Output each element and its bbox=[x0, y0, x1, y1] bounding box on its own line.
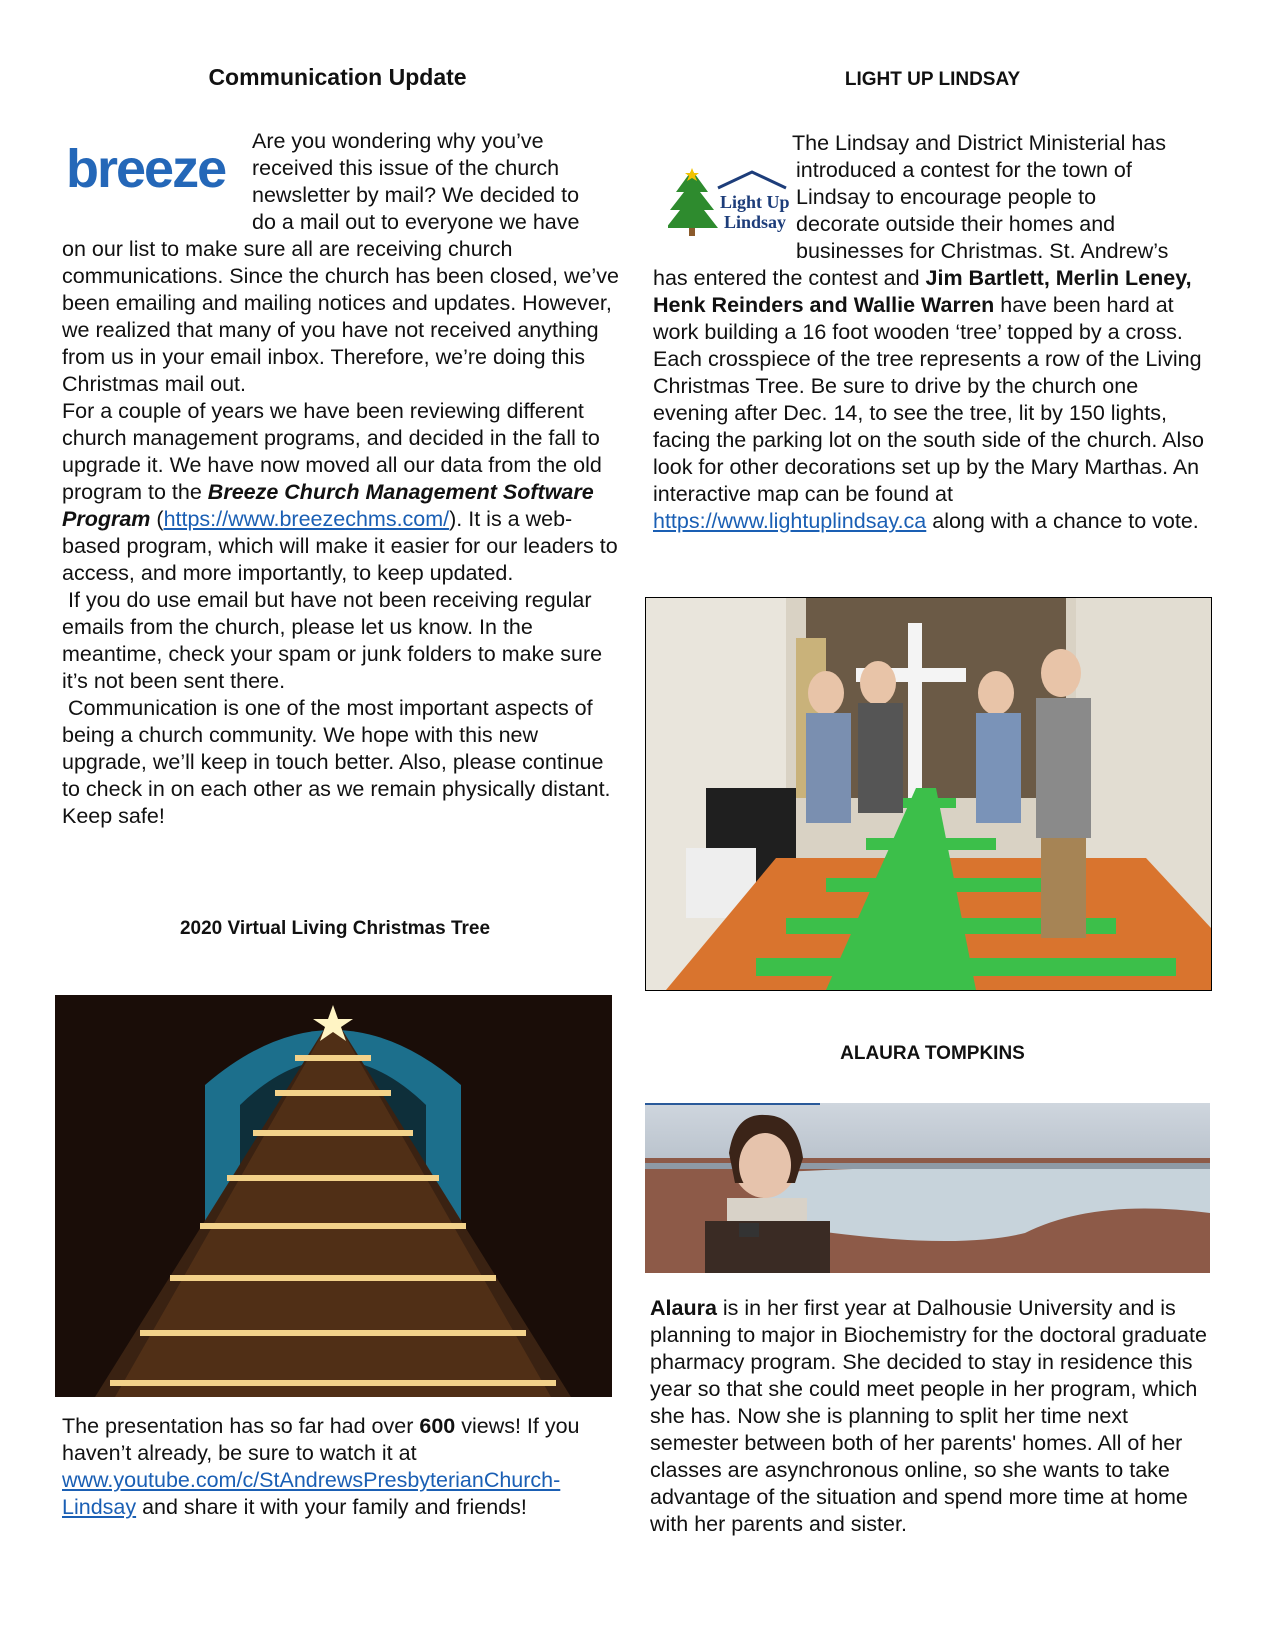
light-up-title: LIGHT UP LINDSAY bbox=[844, 69, 1021, 90]
virtual-tree-paragraph: The presentation has so far had over 600 views! If you haven’t already, be sure to watch it at www.youtube.com/c/StAndrewsPresbyterianChurch-Lindsay and share it with your family and friends! bbox=[62, 1414, 580, 1519]
wooden-tree-photo bbox=[645, 597, 1212, 991]
views-count: 600 bbox=[419, 1414, 456, 1438]
communication-paragraph-2: For a couple of years we have been reviewing different church management programs, and decided in the fall to upgrade it. We have now moved all our data from the old program to the Breeze Church Management Software Program (https://www.breezechms.com/). It is a web-based program, which will make it easier for our leaders to access, and more importantly, to keep updated. bbox=[62, 399, 618, 585]
tree-icon bbox=[668, 170, 718, 228]
intro-line: decorate outside their homes and bbox=[796, 212, 1116, 236]
communication-title: Communication Update bbox=[208, 64, 467, 90]
breeze-program-name: Breeze Church Management Software Program bbox=[62, 480, 594, 531]
virtual-tree-body bbox=[62, 1413, 602, 1521]
intro-line: introduced a contest for the town of bbox=[796, 158, 1132, 182]
volunteer-names: Jim Bartlett, Merlin Leney, Henk Reinders and Wallie Warren bbox=[653, 266, 1192, 317]
intro-line: Are you wondering why you’ve bbox=[252, 129, 544, 153]
communication-body bbox=[62, 236, 622, 830]
intro-line: businesses for Christmas. St. Andrew’s bbox=[796, 239, 1169, 263]
breeze-logo-text: breeze bbox=[66, 143, 226, 199]
communication-paragraph-3: If you do use email but have not been receiving regular emails from the church, please let us know. In the meantime, check your spam or junk folders to make sure it’s not been sent there. bbox=[62, 588, 603, 693]
alaura-photo bbox=[645, 1103, 1210, 1273]
virtual-tree-title: 2020 Virtual Living Christmas Tree bbox=[179, 918, 491, 939]
communication-paragraph-1: on our list to make sure all are receiving church communications. Since the church has been closed, we’ve been emailing and mailing notices and updates. However, we realized that many of you have not received anything from us in your email inbox. Therefore, we’re doing this Christmas mail out. bbox=[62, 237, 619, 396]
light-up-body bbox=[653, 265, 1213, 535]
light-up-link[interactable]: https://www.lightuplindsay.ca bbox=[653, 509, 927, 533]
light-up-intro bbox=[792, 130, 1216, 265]
trunk-shape bbox=[689, 228, 695, 236]
living-tree-photo bbox=[55, 995, 612, 1397]
breeze-link[interactable]: https://www.breezechms.com/ bbox=[163, 507, 450, 531]
intro-line: received this issue of the church bbox=[252, 156, 560, 180]
light-up-logo-line2: Lindsay bbox=[724, 212, 787, 232]
light-up-paragraph: has entered the contest and Jim Bartlett, Merlin Leney, Henk Reinders and Wallie Warren have been hard at work building a 16 foot wooden ‘tree’ topped by a cross. Each crosspiece of the tree represents a row of the Living Christmas Tree. Be sure to drive by the church one evening after Dec. 14, to see the tree, lit by 150 lights, facing the parking lot on the south side of the church. Also look for other decorations set up by the Mary Marthas. An interactive map can be found at https://www.lightuplindsay.ca along with a chance to vote. bbox=[653, 266, 1204, 533]
light-up-logo-line1: Light Up bbox=[720, 192, 790, 212]
breeze-logo bbox=[66, 143, 226, 203]
alaura-paragraph: Alaura is in her first year at Dalhousie University and is planning to major in Biochemistry for the doctoral graduate pharmacy program. She decided to stay in residence this year so that she could meet people in her program, which she has. Now she is planning to split her time next semester between both of her parents' homes. All of her classes are asynchronous online, so she wants to take advantage of the situation and spend more time at home with her parents and sister. bbox=[650, 1296, 1207, 1536]
intro-line: Lindsay to encourage people to bbox=[796, 185, 1097, 209]
communication-paragraph-4: Communication is one of the most important aspects of being a church community. We hope with this new upgrade, we’ll keep in touch better. Also, please continue to check in on each other as we remain physically distant. Keep safe! bbox=[62, 696, 611, 828]
living-tree-photo-graphic bbox=[55, 995, 612, 1397]
light-up-logo-graphic bbox=[668, 168, 796, 238]
light-up-logo bbox=[668, 168, 796, 238]
alaura-title: ALAURA TOMPKINS bbox=[840, 1043, 1025, 1064]
intro-line: newsletter by mail? We decided to bbox=[252, 183, 580, 207]
communication-intro bbox=[252, 128, 622, 236]
alaura-body bbox=[650, 1295, 1215, 1538]
wooden-tree-photo-graphic bbox=[646, 598, 1211, 990]
roof-icon bbox=[718, 172, 786, 188]
alaura-name: Alaura bbox=[650, 1296, 717, 1320]
intro-line: do a mail out to everyone we have bbox=[252, 210, 580, 234]
youtube-link[interactable]: www.youtube.com/c/StAndrewsPresbyterianChurch-Lindsay bbox=[62, 1468, 561, 1519]
alaura-photo-graphic bbox=[645, 1103, 1210, 1273]
breeze-logo-graphic bbox=[66, 143, 226, 203]
intro-line: The Lindsay and District Ministerial has bbox=[792, 131, 1167, 155]
